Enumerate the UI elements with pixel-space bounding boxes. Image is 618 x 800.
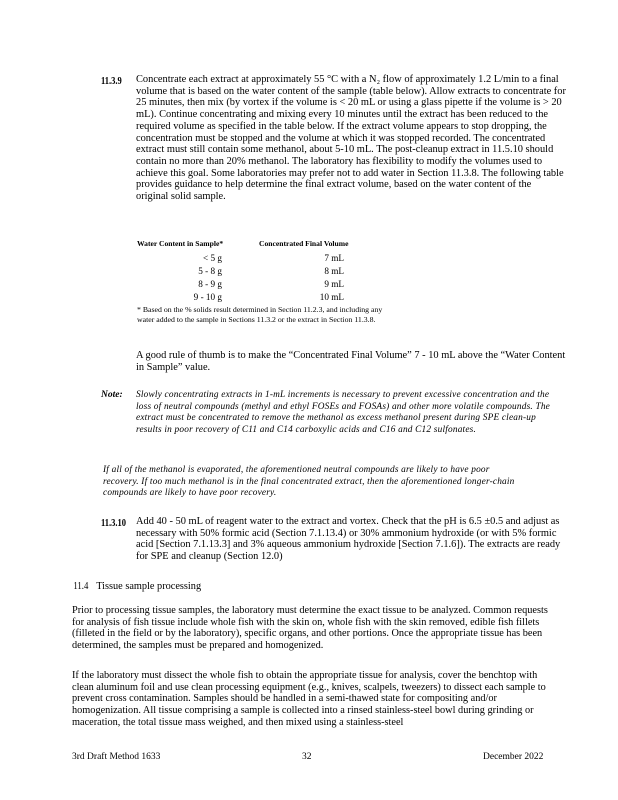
table-cell-water: 9 - 10 g	[193, 292, 222, 302]
section-title: Tissue sample processing	[96, 581, 202, 592]
table-cell-water: 8 - 9 g	[198, 279, 222, 289]
page-number: 32	[302, 752, 312, 762]
table-cell-water: 5 - 8 g	[198, 266, 222, 276]
note-paragraph-2: If all of the methanol is evaporated, the aforementioned neutral compounds are likely to have poor recovery. If too much methanol is in the final concentrated extract, then the aforementioned longer-chain compounds are likely to have poor recovery.	[103, 465, 515, 499]
section-number-11-3-10: 11.3.10	[101, 518, 127, 529]
footer-date: December 2022	[483, 752, 544, 762]
water-content-table	[137, 239, 387, 305]
table-row	[137, 292, 387, 305]
paragraph-tissue-intro: Prior to processing tissue samples, the laboratory must determine the exact tissue to be analyzed. Common requests for analysis of fish tissue include whole fish with the skin on, whole fish with the skin removed, edible fish fillets (filleted in the field or by the laboratory), specific organs, and other portions. Once the appropriate tissue has been determined, the samples must be prepared and homogenized.	[72, 605, 548, 652]
table-cell-volume: 10 mL	[319, 292, 344, 302]
table-header-final-volume: Concentrated Final Volume	[259, 239, 349, 248]
table-header-water-content: Water Content in Sample*	[137, 239, 224, 248]
note-text: Slowly concentrating extracts in 1-mL increments is necessary to prevent excessive concentration and the loss of neutral compounds (methyl and ethyl FOSEs and FOSAs) and other more volatile compounds. The extract must be concentrated to remove the methanol as excess methanol present during SPE clean-up results in poor recovery of C11 and C14 carboxylic acids and C16 and C12 sulfonates.	[136, 390, 551, 435]
section-number-11-4: 11.4	[73, 581, 89, 592]
section-11-4-heading	[72, 581, 201, 592]
section-number-11-3-9: 11.3.9	[101, 76, 122, 87]
table-row	[137, 266, 387, 279]
paragraph-dissection: If the laboratory must dissect the whole fish to obtain the appropriate tissue for analysis, cover the benchtop with clean aluminum foil and use clean processing equipment (e.g., knives, scalpels, tweezers) to dissect each sample to prevent cross contamination. Samples should be handled in a semi-thawed state for compositing and/or homogenization. All tissue comprising a sample is collected into a rinsed stainless-steel bowl during grinding or maceration, the total tissue mass weighed, and then mixed using a stainless-steel	[72, 670, 546, 728]
section-11-3-10-text: Add 40 - 50 mL of reagent water to the extract and vortex. Check that the pH is 6.5 ±0.5 and adjust as necessary with 50% formic acid (Section 7.1.13.4) or 30% ammonium hydroxide (or with 5% formic acid [Section 7.1.13.3] and 3% aqueous ammonium hydroxide [Section 7.1.6]). The extracts are ready for SPE and cleanup (Section 12.0)	[136, 516, 561, 563]
table-cell-water: < 5 g	[203, 253, 222, 263]
table-cell-volume: 7 mL	[324, 253, 344, 263]
table-row	[137, 279, 387, 292]
section-11-3-9-text: Concentrate each extract at approximately 55 °C with a N₂ flow of approximately 1.2 L/min to a final volume that is based on the water content of the sample (table below). Allow extracts to concentrate for 25 minutes, then mix (by vortex if the volume is < 20 mL or using a glass pipette if the volume is > 20 mL). Continue concentrating and mixing every 10 minutes until the extract has been reduced to the required volume as specified in the table below. If the extract volume appears to stop dropping, the concentration must be stopped and the volume at which it was stopped recorded. The concentrated extract must still contain some methanol, about 5-10 mL. The post-cleanup extract in 11.5.10 should contain no more than 20% methanol. The laboratory has flexibility to modify the volumes used to achieve this goal. Some laboratories may prefer not to add water in Section 11.3.8. The following table provides guidance to help determine the final extract volume, based on the water content of the original solid sample.	[136, 74, 566, 203]
table-row	[137, 253, 387, 266]
rule-of-thumb-text: A good rule of thumb is to make the “Concentrated Final Volume” 7 - 10 mL above the “Water Content in Sample” value.	[136, 350, 566, 373]
table-cell-volume: 8 mL	[324, 266, 344, 276]
footer-left: 3rd Draft Method 1633	[72, 752, 161, 762]
table-footnote: * Based on the % solids result determined in Section 11.2.3, and including any water added to the sample in Sections 11.3.2 or the extract in Section 11.3.8.	[137, 305, 383, 324]
table-cell-volume: 9 mL	[324, 279, 344, 289]
note-label: Note:	[101, 390, 123, 400]
